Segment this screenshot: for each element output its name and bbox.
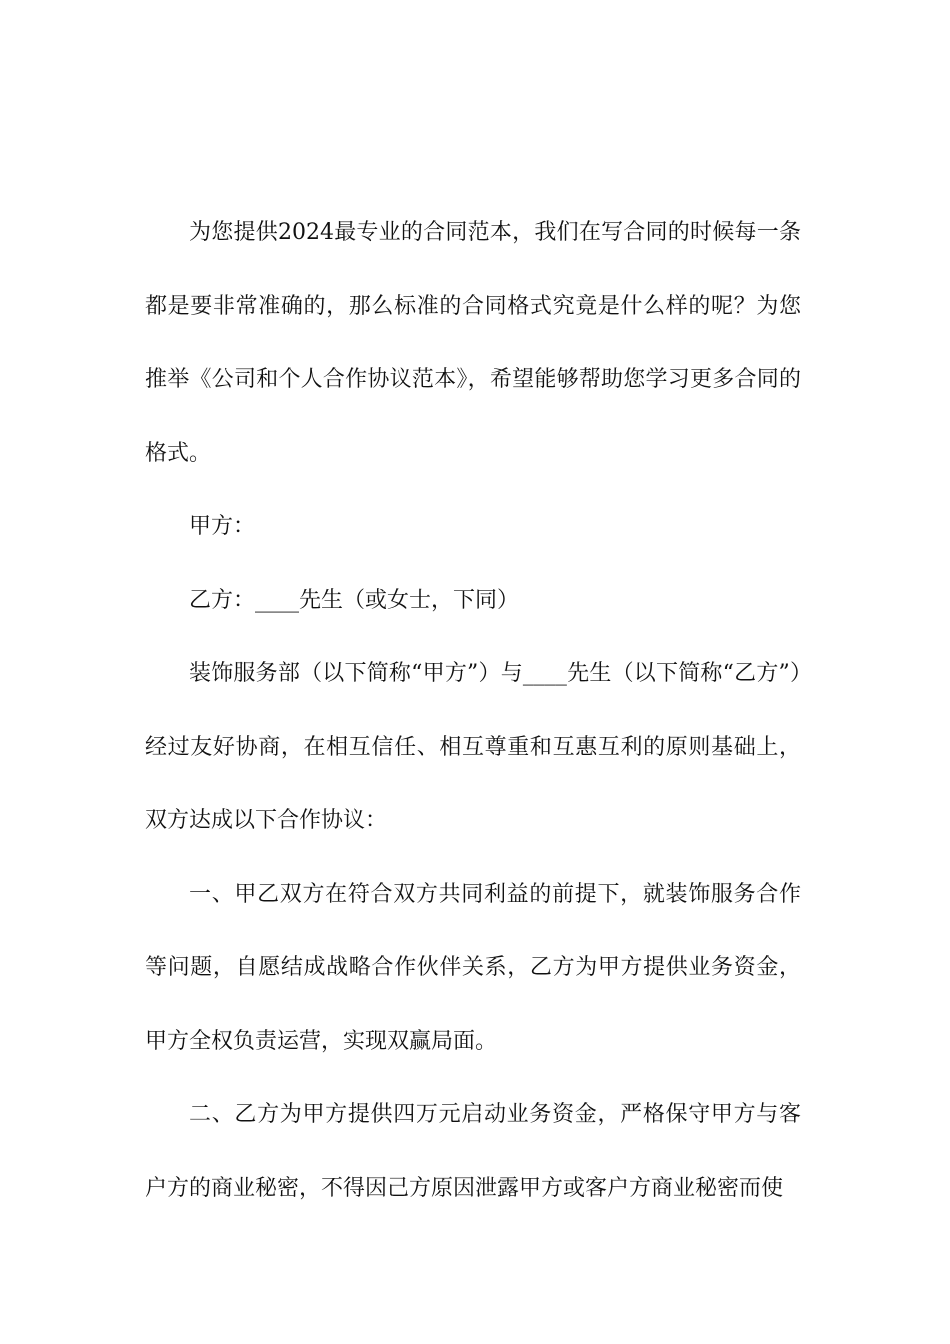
document-body — [145, 196, 801, 1225]
clause-one-paragraph: 一、甲乙双方在符合双方共同利益的前提下，就装饰服务合作等问题，自愿结成战略合作伙伴关系，乙方为甲方提供业务资金，甲方全权负责运营，实现双赢局面。 — [145, 881, 801, 1054]
preamble-paragraph: 装饰服务部（以下简称“甲方”）与____先生（以下简称“乙方”）经过友好协商，在相互信任、相互尊重和互惠互利的原则基础上，双方达成以下合作协议： — [145, 661, 801, 833]
clause-two-paragraph: 二、乙方为甲方提供四万元启动业务资金，严格保守甲方与客户方的商业秘密，不得因己方原因泄露甲方或客户方商业秘密而使 — [145, 1102, 801, 1201]
party-b-line: 乙方：____先生（或女士，下同） — [189, 587, 520, 613]
party-a-line: 甲方： — [189, 514, 256, 539]
intro-paragraph: 为您提供2024最专业的合同范本，我们在写合同的时候每一条都是要非常准确的，那么标准的合同格式究竟是什么样的呢？为您推举《公司和个人合作协议范本》，希望能够帮助您学习更多合同的格式。 — [145, 220, 801, 466]
